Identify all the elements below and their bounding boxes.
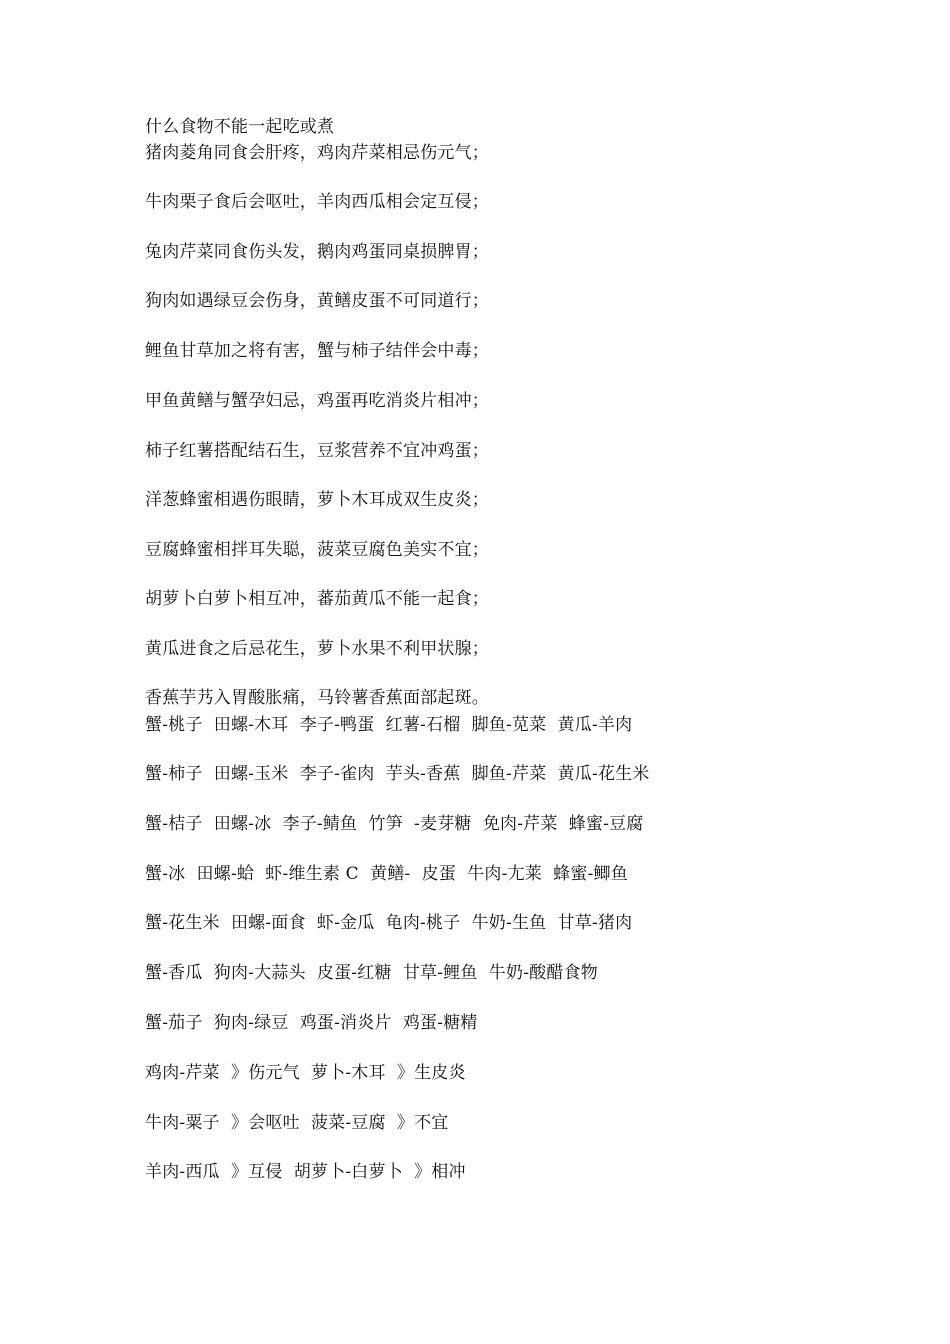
pair-line: 蟹-柿子 田螺-玉米 李子-雀肉 芋头-香蕉 脚鱼-芹菜 黄瓜-花生米	[145, 764, 650, 784]
verse-line: 猪肉菱角同食会肝疼，鸡肉芹菜相忌伤元气；	[145, 143, 489, 163]
verse-line: 豆腐蜂蜜相拌耳失聪，菠菜豆腐色美实不宜；	[145, 540, 489, 560]
verse-line: 甲鱼黄鳝与蟹孕妇忌，鸡蛋再吃消炎片相冲；	[145, 391, 489, 411]
pair-line: 鸡肉-芹菜 》伤元气 萝卜-木耳 》生皮炎	[145, 1063, 466, 1083]
verse-line: 狗肉如遇绿豆会伤身，黄鳝皮蛋不可同道行；	[145, 291, 489, 311]
pair-line: 蟹-香瓜 狗肉-大蒜头 皮蛋-红糖 甘草-鲤鱼 牛奶-酸醋食物	[145, 963, 598, 983]
pair-line: 羊肉-西瓜 》互侵 胡萝卜-白萝卜 》相冲	[145, 1162, 466, 1182]
verse-line: 兔肉芹菜同食伤头发，鹅肉鸡蛋同桌损脾胃；	[145, 242, 489, 262]
verse-line: 洋葱蜂蜜相遇伤眼睛，萝卜木耳成双生皮炎；	[145, 490, 489, 510]
pair-line: 蟹-桃子 田螺-木耳 李子-鸭蛋 红薯-石榴 脚鱼-苋菜 黄瓜-羊肉	[145, 715, 633, 735]
verse-line: 牛肉栗子食后会呕吐，羊肉西瓜相会定互侵；	[145, 192, 489, 212]
pair-line: 蟹-桔子 田螺-冰 李子-鲭鱼 竹笋 -麦芽糖 免肉-芹菜 蜂蜜-豆腐	[145, 814, 644, 834]
pair-line: 蟹-茄子 狗肉-绿豆 鸡蛋-消炎片 鸡蛋-糖精	[145, 1013, 478, 1033]
verse-line: 鲤鱼甘草加之将有害，蟹与柿子结伴会中毒；	[145, 341, 489, 361]
verse-line: 胡萝卜白萝卜相互冲，蕃茄黄瓜不能一起食；	[145, 589, 489, 609]
pair-line: 蟹-冰 田螺-蛤 虾-维生素 C 黄鳝- 皮蛋 牛肉-尢莱 蜂蜜-鲫鱼	[145, 864, 628, 884]
verse-line: 黄瓜进食之后忌花生，萝卜水果不利甲状腺；	[145, 639, 489, 659]
verse-line: 柿子红薯搭配结石生，豆浆营养不宜冲鸡蛋；	[145, 441, 489, 461]
pair-line: 牛肉-粟子 》会呕吐 菠菜-豆腐 》不宜	[145, 1113, 449, 1133]
document-title: 什么食物不能一起吃或煮	[145, 117, 335, 137]
pair-line: 蟹-花生米 田螺-面食 虾-金瓜 龟肉-桃子 牛奶-生鱼 甘草-猪肉	[145, 913, 633, 933]
verse-line: 香蕉芋艿入胃酸胀痛，马铃薯香蕉面部起斑。	[145, 688, 489, 708]
